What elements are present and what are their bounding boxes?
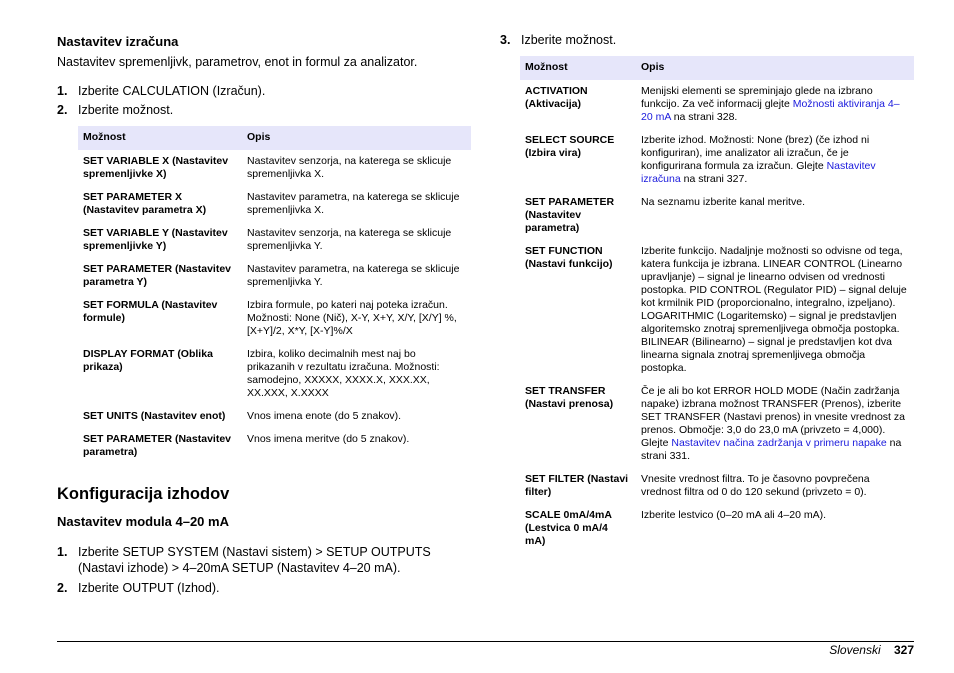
description-cell: Nastavitev senzorja, na katerega se sklicuje spremenljivka Y.	[247, 227, 452, 252]
description-cell	[636, 81, 914, 130]
calculation-options-table	[78, 126, 471, 464]
page-number: 327	[893, 643, 914, 657]
cross-reference-link[interactable]: Nastavitev izračuna	[641, 160, 876, 185]
description-cell: Vnos imena enote (do 5 znakov).	[247, 410, 402, 422]
description-text: Izberite funkcijo. Nadaljnje možnosti so odvisne od tega, katera funkcija je izbrana. LINEAR CONTROL (Linearno upravljanje) – signal je linearno odvisen od vrednosti postopka. PID CONTROL (Regulator PID) – signal deluje kot krmilnik PID (proporcionalno, integralno, izpeljano). LOGARITHMIC (Logaritemsko) – signal je predstavljen algoritemsko znotraj spremenljivega območja postopka. BILINEAR (Bilinearno) – signal je predstavljen kot dva linearna signala znotraj spremenljivega območja postopka.	[641, 245, 907, 374]
table-row	[78, 259, 471, 295]
table-row	[520, 469, 914, 505]
step-item	[57, 580, 471, 596]
step-number: 3.	[500, 33, 511, 47]
option-cell: SET PARAMETER (Nastavitev parametra)	[83, 433, 232, 458]
step-item	[57, 83, 471, 99]
description-cell: Nastavitev parametra, na katerega se sklicuje spremenljivka X.	[247, 191, 460, 216]
description-text: Vnesite vrednost filtra. To je časovno povprečena vrednost filtra od 0 do 120 sekund (privzeto = 0).	[641, 473, 870, 498]
step-number: 1.	[57, 84, 68, 98]
table-row	[78, 151, 471, 187]
cross-reference-link[interactable]: Možnosti aktiviranja 4–20 mA	[641, 98, 900, 123]
header-option: Možnost	[78, 126, 242, 151]
description-text: Menijski elementi se spreminjajo glede na izbrano funkcijo. Za več informacij glejte	[641, 85, 873, 110]
description-cell	[636, 241, 914, 381]
description-text: na strani 328.	[670, 111, 738, 123]
description-cell: Izbira, koliko decimalnih mest naj bo prikazanih v rezultatu izračuna. Možnosti: samodejno, XXXXX, XXXX.X, XXX.XX, XX.XXX, X.XXXX	[247, 348, 440, 399]
table-header-row	[520, 56, 914, 81]
header-description: Opis	[636, 56, 914, 81]
table-row	[78, 187, 471, 223]
option-cell: SET VARIABLE Y (Nastavitev spremenljivke Y)	[83, 227, 228, 252]
section-title-calculation: Nastavitev izračuna	[57, 34, 179, 49]
step-number: 1.	[57, 545, 68, 559]
description-cell	[636, 469, 914, 505]
option-cell: SET UNITS (Nastavitev enot)	[83, 410, 226, 422]
option-cell: SET VARIABLE X (Nastavitev spremenljivke X)	[83, 155, 229, 180]
table-row	[520, 130, 914, 192]
option-cell: SET PARAMETER X (Nastavitev parametra X)	[83, 191, 207, 216]
step-number: 2.	[57, 103, 68, 117]
cross-reference-link[interactable]: Nastavitev načina zadržanja v primeru napake	[671, 437, 887, 449]
table-header-row	[78, 126, 471, 151]
step-text: Izberite CALCULATION (Izračun).	[78, 84, 266, 98]
table-row	[78, 344, 471, 406]
table-row	[78, 429, 471, 465]
left-column	[57, 32, 471, 599]
section-title-outputs: Konfiguracija izhodov	[57, 485, 230, 503]
description-text: Če je ali bo kot ERROR HOLD MODE (Način zadržanja napake) izbrana možnost TRANSFER (Prenos), izberite SET TRANSFER (Nastavi prenos) in vnesite vrednost za prenos. Območje: 3,0 do 23,0 mA (privzeto = 4,000). Glejte	[641, 385, 905, 449]
description-cell: Nastavitev senzorja, na katerega se sklicuje spremenljivka X.	[247, 155, 452, 180]
description-cell: Izbira formule, po kateri naj poteka izračun. Možnosti: None (Nič), X-Y, X+Y, X/Y, [X/Y] %, [X+Y]/2, X*Y, [X-Y]%/X	[247, 299, 457, 337]
table-row	[520, 81, 914, 130]
option-cell: SCALE 0mA/4mA (Lestvica 0 mA/4 mA)	[525, 509, 612, 547]
step-number: 2.	[57, 581, 68, 595]
table-row	[520, 241, 914, 381]
option-cell: SELECT SOURCE (Izbira vira)	[525, 134, 615, 159]
table-row	[520, 192, 914, 241]
description-cell: Vnos imena meritve (do 5 znakov).	[247, 433, 410, 445]
option-cell: SET FUNCTION (Nastavi funkcijo)	[525, 245, 613, 270]
step-item	[500, 32, 914, 48]
description-cell	[636, 192, 914, 241]
step-text: Izberite OUTPUT (Izhod).	[78, 581, 220, 595]
footer-language: Slovenski	[829, 643, 881, 657]
output-setup-steps	[57, 544, 471, 596]
option-cell: SET PARAMETER (Nastavitev parametra Y)	[83, 263, 232, 288]
page-footer	[829, 643, 914, 657]
option-cell: SET FORMULA (Nastavitev formule)	[83, 299, 218, 324]
table-row	[520, 381, 914, 469]
description-cell	[636, 130, 914, 192]
step-text: Izberite SETUP SYSTEM (Nastavi sistem) > SETUP OUTPUTS (Nastavi izhode) > 4–20mA SETUP (Nastavitev 4–20 mA).	[78, 545, 431, 575]
description-text: Izberite lestvico (0–20 mA ali 4–20 mA).	[641, 509, 827, 521]
description-text: Izberite izhod. Možnosti: None (brez) (če izhod ni konfiguriran), ime analizator ali izračun, če je konfigurirana formula za izračun. Glejte	[641, 134, 870, 172]
right-column	[500, 32, 914, 553]
table-row	[78, 223, 471, 259]
description-cell	[636, 505, 914, 554]
intro-paragraph: Nastavitev spremenljivk, parametrov, enot in formul za analizator.	[57, 55, 418, 69]
option-cell: DISPLAY FORMAT (Oblika prikaza)	[83, 348, 213, 373]
output-options-table	[520, 56, 914, 553]
step-item	[57, 102, 471, 118]
subsection-title-4-20ma: Nastavitev modula 4–20 mA	[57, 514, 229, 529]
step-text: Izberite možnost.	[521, 33, 617, 47]
description-text: na strani 331.	[641, 437, 902, 462]
header-option: Možnost	[520, 56, 636, 81]
step-text: Izberite možnost.	[78, 103, 174, 117]
description-cell: Nastavitev parametra, na katerega se sklicuje spremenljivka Y.	[247, 263, 460, 288]
description-text: Na seznamu izberite kanal meritve.	[641, 196, 805, 208]
calculation-steps	[57, 83, 471, 118]
table-row	[78, 295, 471, 344]
option-cell: SET TRANSFER (Nastavi prenosa)	[525, 385, 614, 410]
option-cell: ACTIVATION (Aktivacija)	[525, 85, 588, 110]
description-text: na strani 327.	[680, 173, 748, 185]
table-row	[78, 406, 471, 429]
step-item	[57, 544, 471, 576]
description-cell	[636, 381, 914, 469]
table-row	[520, 505, 914, 554]
option-cell: SET PARAMETER (Nastavitev parametra)	[525, 196, 615, 234]
option-cell: SET FILTER (Nastavi filter)	[525, 473, 629, 498]
footer-divider	[57, 641, 914, 642]
header-description: Opis	[242, 126, 471, 151]
